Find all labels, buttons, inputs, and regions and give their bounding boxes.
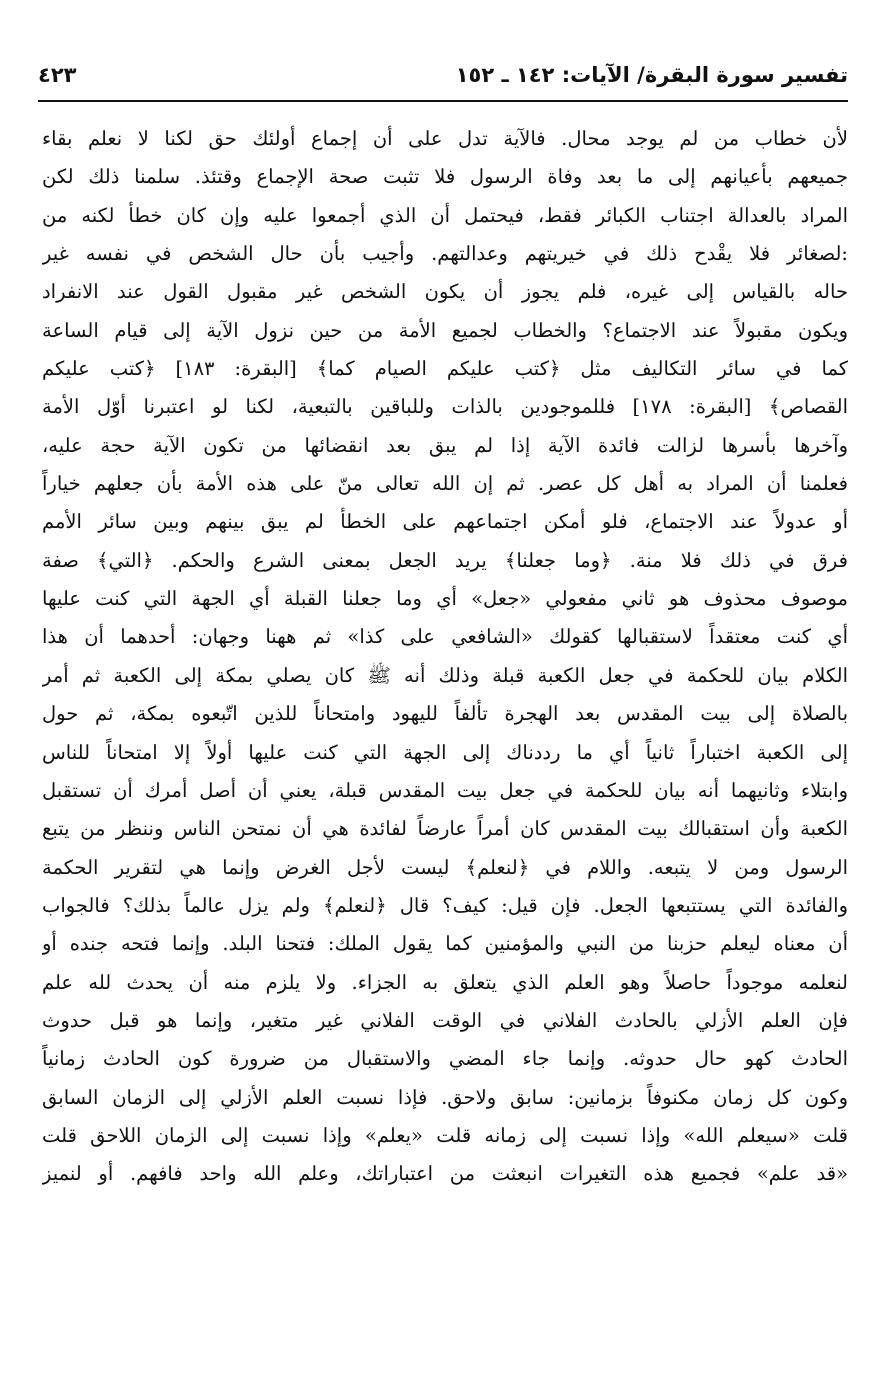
text-line: فعلمنا أن المراد به أهل كل عصر. ثم إن الله تعالى منّ على هذه الأمة بأن جعلهم خياراً: [42, 472, 848, 496]
text-line: إلى الكعبة اختباراً ثانياً أي ما رددناك إلى الجهة التي كنت عليها أولاً إلا امتحاناً للناس: [42, 740, 848, 764]
text-line: الرسول ومن لا يتبعه. واللام في ﴿لنعلم﴾ ليست لأجل الغرض وإنما هي لتقرير الحكمة: [42, 855, 848, 879]
text-line: بالصلاة إلى بيت المقدس بعد الهجرة تألفاً لليهود وامتحاناً للذين اتّبعوه بمكة، ثم حول: [42, 702, 848, 726]
text-line: المراد بالعدالة اجتناب الكبائر فقط، فيحتمل أن الذي أجمعوا عليه وإن كان خطأ لكنه من: [42, 203, 848, 227]
text-line: وكون كل زمان مكنوفاً بزمانين: سابق ولاحق. فإذا نسبت العلم الأزلي إلى الزمان السابق: [42, 1085, 848, 1109]
text-line: لأن خطاب من لم يوجد محال. فالآية تدل على أن إجماع أولئك حق لكنا لا نعلم بقاء: [42, 127, 848, 150]
text-line: «قد علم» فجميع هذه التغيرات انبعثت من اعتباراتك، وعلم الله واحد فافهم. أو لنميز: [42, 1162, 848, 1186]
text-line: وآخرها بأسرها لزالت فائدة الآية إذا لم يبق بعد انقضائها من تكون الآية حجة عليه،: [42, 433, 848, 457]
text-line: كما في سائر التكاليف مثل ﴿كتب عليكم الصيام كما﴾ [البقرة: ١٨٣] ﴿كتب عليكم: [42, 357, 848, 381]
text-line: جميعهم بأعيانهم إلى ما بعد وفاة الرسول فلا تثبت صحة الإجماع وقتئذ. سلمنا ذلك لكن: [42, 165, 848, 189]
text-line: أي كنت معتقداً لاستقبالها كقولك «الشافعي على كذا» ثم ههنا وجهان: أحدهما أن هذا: [42, 625, 848, 649]
text-line: حاله بالقياس إلى غيره، فلم يجوز أن يكون الشخص غير مقبول القول عند الانفراد: [42, 280, 848, 304]
header-divider: [38, 100, 848, 102]
page-header: [38, 58, 848, 98]
text-line: أو عدولاً عند الاجتماع، فلو أمكن اجتماعهم على الخطأ لم يبق بينهم وبين سائر الأمم: [42, 510, 848, 534]
text-line: فإن العلم الأزلي بالحادث الفلاني في الوقت الفلاني غير متغير، وإنما هو قبل حدوث: [42, 1008, 848, 1032]
page-number: ٤٢٣: [38, 63, 77, 87]
text-line: ويكون مقبولاً عند الاجتماع؟ والخطاب لجميع الأمة من حين نزول الآية إلى قيام الساعة: [42, 318, 848, 342]
text-line: موصوف محذوف هو ثاني مفعولي «جعل» أي وما جعلنا القبلة أي الجهة التي كنت عليها: [42, 587, 848, 611]
body-text: [42, 120, 848, 1280]
text-line: والفائدة التي يستتبعها الجعل. فإن قيل: كيف؟ قال ﴿لنعلم﴾ ولم يزل عالماً بذلك؟ فالجواب: [42, 893, 848, 917]
text-line: القصاص﴾ [البقرة: ١٧٨] فللموجودين بالذات وللباقين بالتبعية، لكنا لو اعتبرنا أوّل الأمة: [42, 395, 848, 419]
text-line: أن معناه ليعلم حزبنا من النبي والمؤمنين كما يقول الملك: فتحنا البلد. وإنما فتحه جنده أو: [42, 932, 848, 956]
running-title: تفسير سورة البقرة/ الآيات: ١٤٢ ـ ١٥٢: [455, 63, 848, 87]
text-line: الحادث كهو حال حدوثه. وإنما جاء المضي والاستقبال من ضرورة كون الحادث زمانياً: [42, 1047, 848, 1071]
text-line: قلت «سيعلم الله» وإذا نسبت إلى زمانه قلت «يعلم» وإذا نسبت إلى الزمان اللاحق قلت: [42, 1123, 848, 1147]
text-line: الكلام بيان للحكمة في جعل الكعبة قبلة وذلك أنه ﷺ كان يصلي بمكة إلى الكعبة ثم أمر: [42, 663, 848, 687]
text-line: لنعلمه موجوداً حاصلاً وهو العلم الذي يتعلق به الجزاء. ولا يلزم منه أن يحدث لله علم: [42, 970, 848, 994]
text-line: فرق في ذلك فلا منة. ﴿وما جعلنا﴾ يريد الجعل بمعنى الشرع والحكم. ﴿التي﴾ صفة: [42, 548, 848, 572]
text-line: :لصغائر فلا يقْدح ذلك في خيريتهم وعدالتهم. وأجيب بأن حال الشخص في نفسه غير: [42, 242, 848, 266]
text-line: الكعبة وأن استقبالك بيت المقدس كان أمراً عارضاً لفائدة هي أن نمتحن الناس وننظر من يتبع: [42, 817, 848, 841]
text-line: وابتلاء وثانيهما أنه بيان للحكمة في جعل بيت المقدس قبلة، يعني أن أصل أمرك أن تستقبل: [42, 778, 848, 802]
